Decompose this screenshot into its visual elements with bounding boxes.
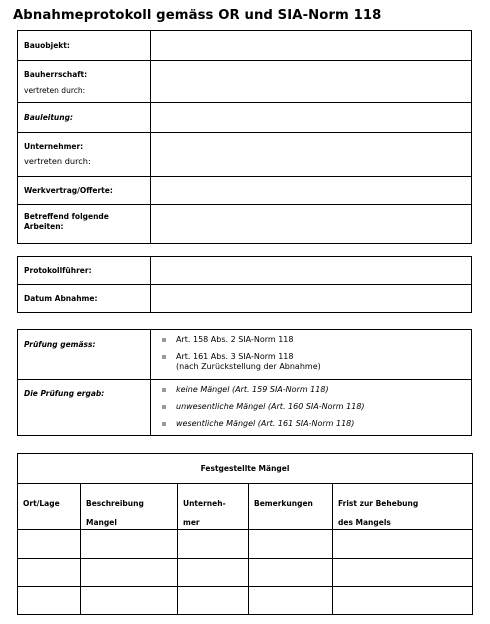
checkbox-icon[interactable]	[162, 338, 166, 342]
label-bauleitung: Bauleitung:	[24, 113, 73, 122]
option-label: wesentliche Mängel (Art. 161 SIA-Norm 118)	[176, 419, 355, 428]
checkbox-icon[interactable]	[162, 355, 166, 359]
label-arbeiten-line1: Betreffend folgende	[24, 212, 109, 221]
option-note: (nach Zurückstellung der Abnahme)	[176, 362, 321, 371]
cell-input[interactable]	[249, 559, 333, 587]
cell-input[interactable]	[249, 530, 333, 559]
cell-input[interactable]	[18, 587, 81, 615]
table-row	[18, 559, 473, 587]
inspection-table	[17, 329, 472, 436]
label-bauobjekt: Bauobjekt:	[24, 41, 70, 50]
label-pruefung-ergab: Die Prüfung ergab:	[24, 389, 105, 398]
option-unwesentliche-maengel[interactable]	[157, 402, 471, 412]
field-protokollfuehrer[interactable]	[151, 257, 472, 285]
option-art-161[interactable]	[157, 352, 471, 372]
option-wesentliche-maengel[interactable]	[157, 419, 471, 429]
table-row	[18, 530, 473, 559]
field-bauherrschaft[interactable]	[151, 61, 472, 103]
field-unternehmer[interactable]	[151, 133, 472, 177]
col-ort-lage: Ort/Lage	[23, 499, 60, 508]
table-row	[18, 587, 473, 615]
label-werkvertrag: Werkvertrag/Offerte:	[24, 186, 113, 195]
cell-input[interactable]	[81, 530, 178, 559]
protocol-info-table	[17, 256, 472, 313]
col-frist-line2: des Mangels	[338, 518, 391, 527]
general-info-table	[17, 30, 472, 244]
cell-input[interactable]	[81, 587, 178, 615]
cell-input[interactable]	[81, 559, 178, 587]
field-werkvertrag[interactable]	[151, 177, 472, 205]
col-unternehmer-line2: mer	[183, 518, 200, 527]
option-label: Art. 158 Abs. 2 SIA-Norm 118	[176, 335, 294, 344]
cell-input[interactable]	[333, 530, 473, 559]
page-title: Abnahmeprotokoll gemäss OR und SIA-Norm 118	[13, 8, 382, 23]
defects-table	[17, 453, 473, 615]
option-keine-maengel[interactable]	[157, 385, 471, 395]
checkbox-icon[interactable]	[162, 422, 166, 426]
field-bauobjekt[interactable]	[151, 31, 472, 61]
label-unternehmer: Unternehmer:	[24, 142, 84, 151]
col-frist-line1: Frist zur Behebung	[338, 499, 419, 508]
cell-input[interactable]	[178, 530, 249, 559]
defects-heading: Festgestellte Mängel	[18, 454, 473, 484]
col-unternehmer-line1: Unterneh-	[183, 499, 226, 508]
cell-input[interactable]	[18, 559, 81, 587]
col-bemerkungen: Bemerkungen	[254, 499, 313, 508]
field-bauleitung[interactable]	[151, 103, 472, 133]
option-label: unwesentliche Mängel (Art. 160 SIA-Norm 118)	[176, 402, 365, 411]
field-arbeiten[interactable]	[151, 205, 472, 244]
cell-input[interactable]	[249, 587, 333, 615]
option-art-158[interactable]	[157, 335, 471, 345]
option-label: Art. 161 Abs. 3 SIA-Norm 118	[176, 352, 294, 361]
label-bauherrschaft-vertreten: vertreten durch:	[24, 86, 86, 95]
cell-input[interactable]	[333, 587, 473, 615]
label-unternehmer-vertreten: vertreten durch:	[24, 156, 91, 166]
label-pruefung-gemaess: Prüfung gemäss:	[24, 340, 96, 349]
option-label: keine Mängel (Art. 159 SIA-Norm 118)	[176, 385, 329, 394]
col-beschreibung-line1: Beschreibung	[86, 499, 144, 508]
cell-input[interactable]	[18, 530, 81, 559]
ergab-options	[157, 385, 471, 429]
checkbox-icon[interactable]	[162, 405, 166, 409]
checkbox-icon[interactable]	[162, 388, 166, 392]
cell-input[interactable]	[333, 559, 473, 587]
label-datum-abnahme: Datum Abnahme:	[24, 294, 98, 303]
label-bauherrschaft: Bauherrschaft:	[24, 70, 88, 79]
cell-input[interactable]	[178, 587, 249, 615]
label-protokollfuehrer: Protokollführer:	[24, 266, 92, 275]
label-arbeiten-line2: Arbeiten:	[24, 222, 64, 231]
pruefung-options	[157, 335, 471, 372]
col-beschreibung-line2: Mangel	[86, 518, 117, 527]
field-datum-abnahme[interactable]	[151, 285, 472, 313]
cell-input[interactable]	[178, 559, 249, 587]
